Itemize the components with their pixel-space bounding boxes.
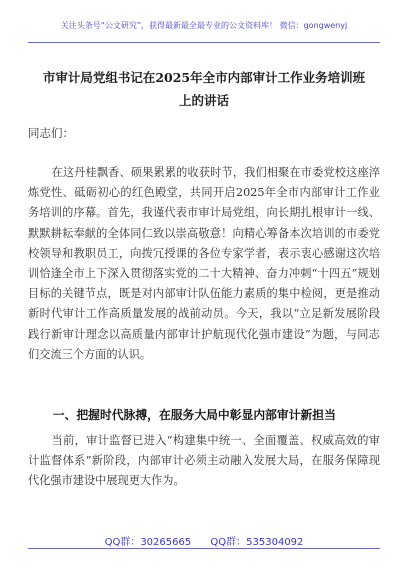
title-line-2: 上的讲话 [178, 93, 229, 108]
paragraph-section-1: 当前，审计监督已进入“构建集中统一、全面覆盖、权威高效的审计监督体系”新阶段，内部审计必须主动融入发展大局，在服务保障现代化强市建设中展现更大作为。 [28, 434, 380, 488]
footer-qq-group-1: QQ群：30265665 [104, 537, 192, 548]
title-line-1: 市审计局党组书记在2025年全市内部审计工作业务培训班 [42, 70, 366, 85]
footer-qq-group-2: QQ群：535304092 [210, 537, 304, 548]
header-notice: 关注头条号“公文研究”，获得最新最全最专业的公文资料库！ 微信：gongwenyj [60, 21, 348, 30]
footer-divider [28, 548, 380, 549]
document-title [40, 66, 368, 112]
header-divider [28, 42, 380, 43]
paragraph-opening: 在这丹桂飘香、硕果累累的收获时节，我们相聚在市委党校这座淬炼党性、砥砺初心的红色殿堂，共同开启2025年全市内部审计工作业务培训的序幕。首先，我谨代表市审计局党组，向长期扎根审计一线、默默耕耘奉献的全体同仁致以崇高敬意！向精心筹备本次培训的市委党校领导和教职员工，向拨冗授课的各位专家学者，表示衷心感谢这次培训恰逢全市上下深入贯彻落实党的二十大精神、奋力冲刺“十四五”规划目标的关键节点，既是对内部审计队伍能力素质的集中检阅，更是推动新时代审计工作高质量发展的战前动员。今天，我以“立足新发展阶段践行新审计理念以高质量内部审计护航现代化强市建设”为题，与同志们交流三个方面的认识。 [28, 166, 380, 361]
footer [0, 533, 408, 548]
section-heading-1: 一、把握时代脉搏，在服务大局中彰显内部审计新担当 [52, 408, 336, 422]
salutation: 同志们： [28, 126, 74, 140]
